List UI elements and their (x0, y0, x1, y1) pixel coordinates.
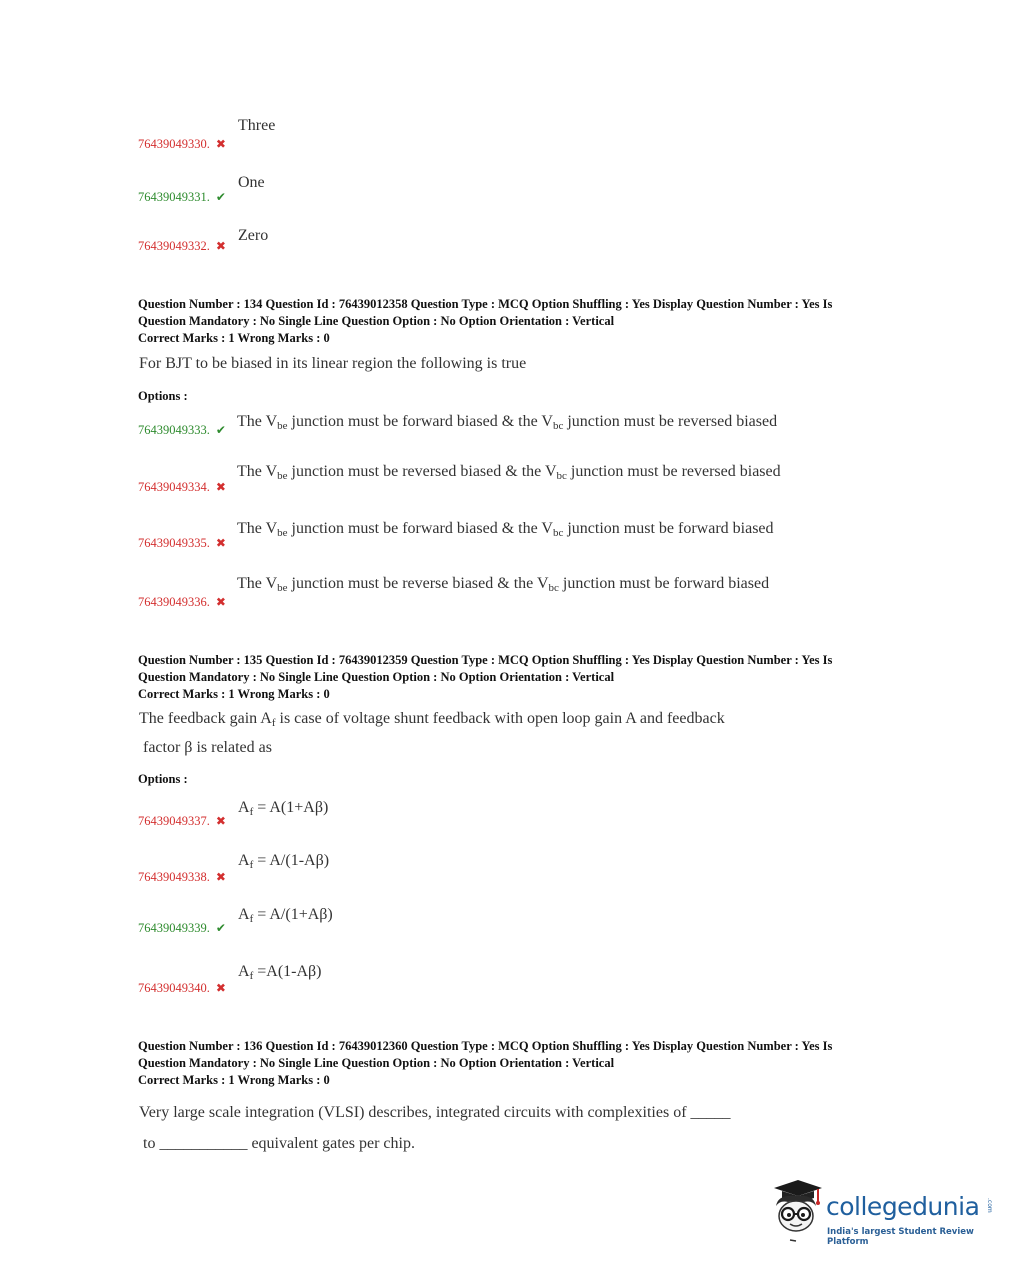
question-meta: Question Number : 134 Question Id : 76439012358 Question Type : MCQ Option Shuffling : Yes Display Question Number : Yes Is Question Mandatory : No Single Line Question Option : No Option Orientation : Vertical Correct Marks : 1 Wrong Marks : 0 (138, 297, 833, 345)
question-meta: Question Number : 136 Question Id : 76439012360 Question Type : MCQ Option Shuffling : Yes Display Question Number : Yes Is Question Mandatory : No Single Line Question Option : No Option Orientation : Vertical Correct Marks : 1 Wrong Marks : 0 (138, 1039, 833, 1087)
cross-icon: ✖ (215, 981, 226, 995)
cross-icon: ✖ (215, 870, 226, 884)
check-icon: ✔ (215, 423, 226, 437)
option-id: 76439049333. ✔ (138, 423, 226, 437)
check-icon: ✔ (215, 190, 226, 204)
collegedunia-logo[interactable] (768, 1178, 998, 1248)
logo-tagline: India's largest Student Review Platform (827, 1227, 974, 1247)
question-text: For BJT to be biased in its linear region the following is true (139, 355, 527, 372)
option-text: The $V_{be}$ junction must be forward biased & the $V_{bc}$ junction must be reversed biased (237, 413, 778, 432)
question-meta: Question Number : 135 Question Id : 76439012359 Question Type : MCQ Option Shuffling : Yes Display Question Number : Yes Is Question Mandatory : No Single Line Question Option : No Option Orientation : Vertical Correct Marks : 1 Wrong Marks : 0 (138, 653, 833, 701)
cross-icon: ✖ (215, 137, 226, 151)
logo-wordmark: collegedunia (826, 1192, 980, 1221)
option-text: $A_f = A(1+A\beta)$ (238, 799, 329, 818)
option-id: 76439049336. ✖ (138, 595, 226, 609)
cross-icon: ✖ (215, 239, 226, 253)
options-label: Options : (138, 772, 188, 786)
option-id: 76439049339. ✔ (138, 921, 226, 935)
logo-com: .com (986, 1198, 993, 1213)
options-label: Options : (138, 389, 188, 403)
option-text: $A_f =A(1-A\beta)$ (238, 963, 322, 982)
option-text: The $V_{be}$ junction must be reverse biased & the $V_{bc}$ junction must be forward biased (237, 575, 770, 594)
question-text-line2: to ___________ equivalent gates per chip. (143, 1135, 415, 1152)
option-text: $A_f = A/(1-A\beta)$ (238, 852, 330, 871)
check-icon: ✔ (215, 921, 226, 935)
option-id: 76439049334. ✖ (138, 480, 226, 494)
option-id: 76439049332. ✖ (138, 239, 226, 253)
option-id: 76439049337. ✖ (138, 814, 226, 828)
mascot-icon (768, 1178, 824, 1244)
cross-icon: ✖ (215, 480, 226, 494)
cross-icon: ✖ (215, 814, 226, 828)
option-text: Three (238, 117, 276, 134)
option-text: Zero (238, 227, 269, 244)
option-id: 76439049335. ✖ (138, 536, 226, 550)
option-text: $A_f = A/(1+A\beta)$ (238, 906, 333, 925)
option-text: The $V_{be}$ junction must be forward biased & the $V_{bc}$ junction must be forward biased (237, 520, 774, 539)
option-id: 76439049338. ✖ (138, 870, 226, 884)
question-text: The feedback gain $A_f$ is case of voltage shunt feedback with open loop gain A and feedback (139, 710, 725, 729)
cross-icon: ✖ (215, 595, 226, 609)
option-id: 76439049330. ✖ (138, 137, 226, 151)
option-text: One (238, 174, 265, 191)
option-id: 76439049331. ✔ (138, 190, 226, 204)
cross-icon: ✖ (215, 536, 226, 550)
option-text: The $V_{be}$ junction must be reversed biased & the $V_{bc}$ junction must be reversed biased (237, 463, 781, 482)
question-text: Very large scale integration (VLSI) describes, integrated circuits with complexities of _____ (139, 1104, 731, 1121)
option-id: 76439049340. ✖ (138, 981, 226, 995)
question-text-line2: factor β is related as (143, 739, 272, 756)
